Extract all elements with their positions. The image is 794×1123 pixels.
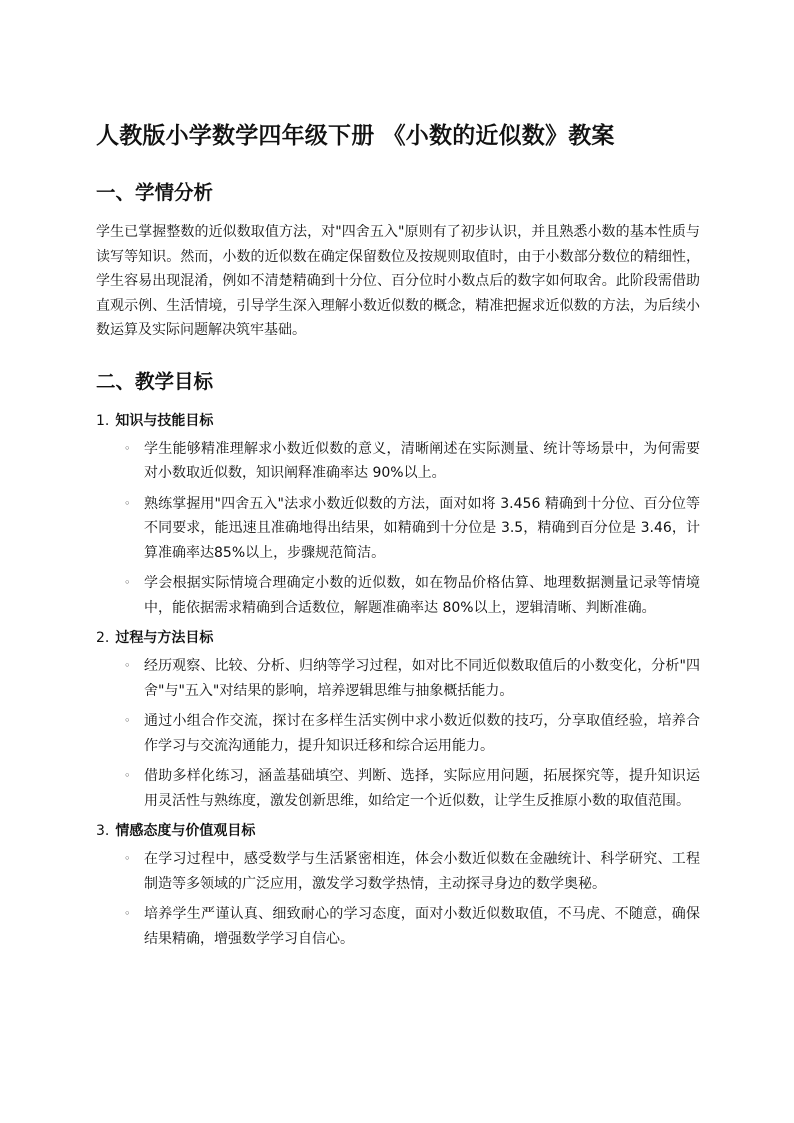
list-item: [96, 437, 700, 486]
goal-number: 2.: [96, 630, 110, 646]
goal-bullets: [96, 654, 700, 813]
document-page: [96, 118, 700, 957]
document-title: 人教版小学数学四年级下册 《小数的近似数》教案: [96, 123, 615, 149]
list-item: [96, 764, 700, 813]
section-heading-teaching-goals: 二、教学目标: [96, 369, 214, 393]
bullet-circle-icon: ◦: [124, 769, 131, 782]
goal-item-attitude: [96, 819, 700, 951]
goal-number: 3.: [96, 823, 110, 839]
student-analysis-paragraph: 学生已掌握整数的近似数取值方法，对"四舍五入"原则有了初步认识，并且熟悉小数的基本性质与读写等知识。然而，小数的近似数在确定保留数位及按规则取值时，由于小数部分数位的精细性，学生容易出现混淆，例如不清楚精确到十分位、百分位时小数点后的数字如何取舍。此阶段需借助直观示例、生活情境，引导学生深入理解小数近似数的概念，精准把握求近似数的方法，为后续小数运算及实际问题解决筑牢基础。: [96, 224, 700, 338]
list-item-text: 学生能够精准理解求小数近似数的意义，清晰阐述在实际测量、统计等场景中，为何需要对小数取近似数，知识阐释准确率达 90%以上。: [144, 440, 700, 481]
goal-bullets: [96, 847, 700, 951]
list-item: [96, 847, 700, 896]
goal-number: 1.: [96, 412, 110, 429]
bullet-circle-icon: ◦: [124, 714, 131, 727]
list-item: [96, 492, 700, 566]
list-item: [96, 571, 700, 620]
bullet-circle-icon: ◦: [124, 576, 131, 589]
goal-title: 过程与方法目标: [115, 630, 214, 646]
list-item: [96, 902, 700, 951]
bullet-circle-icon: ◦: [124, 659, 131, 672]
list-item-text: 培养学生严谨认真、细致耐心的学习态度，面对小数近似数取值，不马虎、不随意，确保结果精确，增强数学学习自信心。: [144, 906, 700, 947]
bullet-circle-icon: ◦: [124, 441, 131, 455]
goal-bullets: [96, 437, 700, 621]
list-item: [96, 709, 700, 758]
goal-title: 知识与技能目标: [115, 412, 214, 429]
goal-title: 情感态度与价值观目标: [115, 823, 256, 839]
list-item-text: 在学习过程中，感受数学与生活紧密相连，体会小数近似数在金融统计、科学研究、工程制造等多领域的广泛应用，激发学习数学热情，主动探寻身边的数学奥秘。: [144, 851, 700, 892]
section-heading-student-analysis: 一、学情分析: [96, 181, 214, 204]
list-item-text: 借助多样化练习，涵盖基础填空、判断、选择，实际应用问题，拓展探究等，提升知识运用灵活性与熟练度，激发创新思维，如给定一个近似数，让学生反推原小数的取值范围。: [144, 768, 700, 809]
list-item-text: 学会根据实际情境合理确定小数的近似数，如在物品价格估算、地理数据测量记录等情境中，能依据需求精确到合适数位，解题准确率达 80%以上，逻辑清晰、判断准确。: [144, 575, 700, 616]
goal-item-knowledge: [96, 409, 700, 621]
goal-item-process: [96, 626, 700, 813]
bullet-circle-icon: ◦: [124, 907, 131, 920]
bullet-circle-icon: ◦: [124, 496, 131, 510]
list-item-text: 熟练掌握用"四舍五入"法求小数近似数的方法，面对如将 3.456 精确到十分位、百分位等不同要求，能迅速且准确地得出结果，如精确到十分位是 3.5，精确到百分位是 3.46，计算准确率达85%以上，步骤规范简洁。: [144, 495, 700, 561]
goals-list: [96, 409, 700, 952]
list-item-text: 经历观察、比较、分析、归纳等学习过程，如对比不同近似数取值后的小数变化，分析"四舍"与"五入"对结果的影响，培养逻辑思维与抽象概括能力。: [144, 658, 700, 699]
bullet-circle-icon: ◦: [124, 852, 131, 865]
list-item-text: 通过小组合作交流，探讨在多样生活实例中求小数近似数的技巧，分享取值经验，培养合作学习与交流沟通能力，提升知识迁移和综合运用能力。: [144, 713, 700, 754]
list-item: [96, 654, 700, 703]
